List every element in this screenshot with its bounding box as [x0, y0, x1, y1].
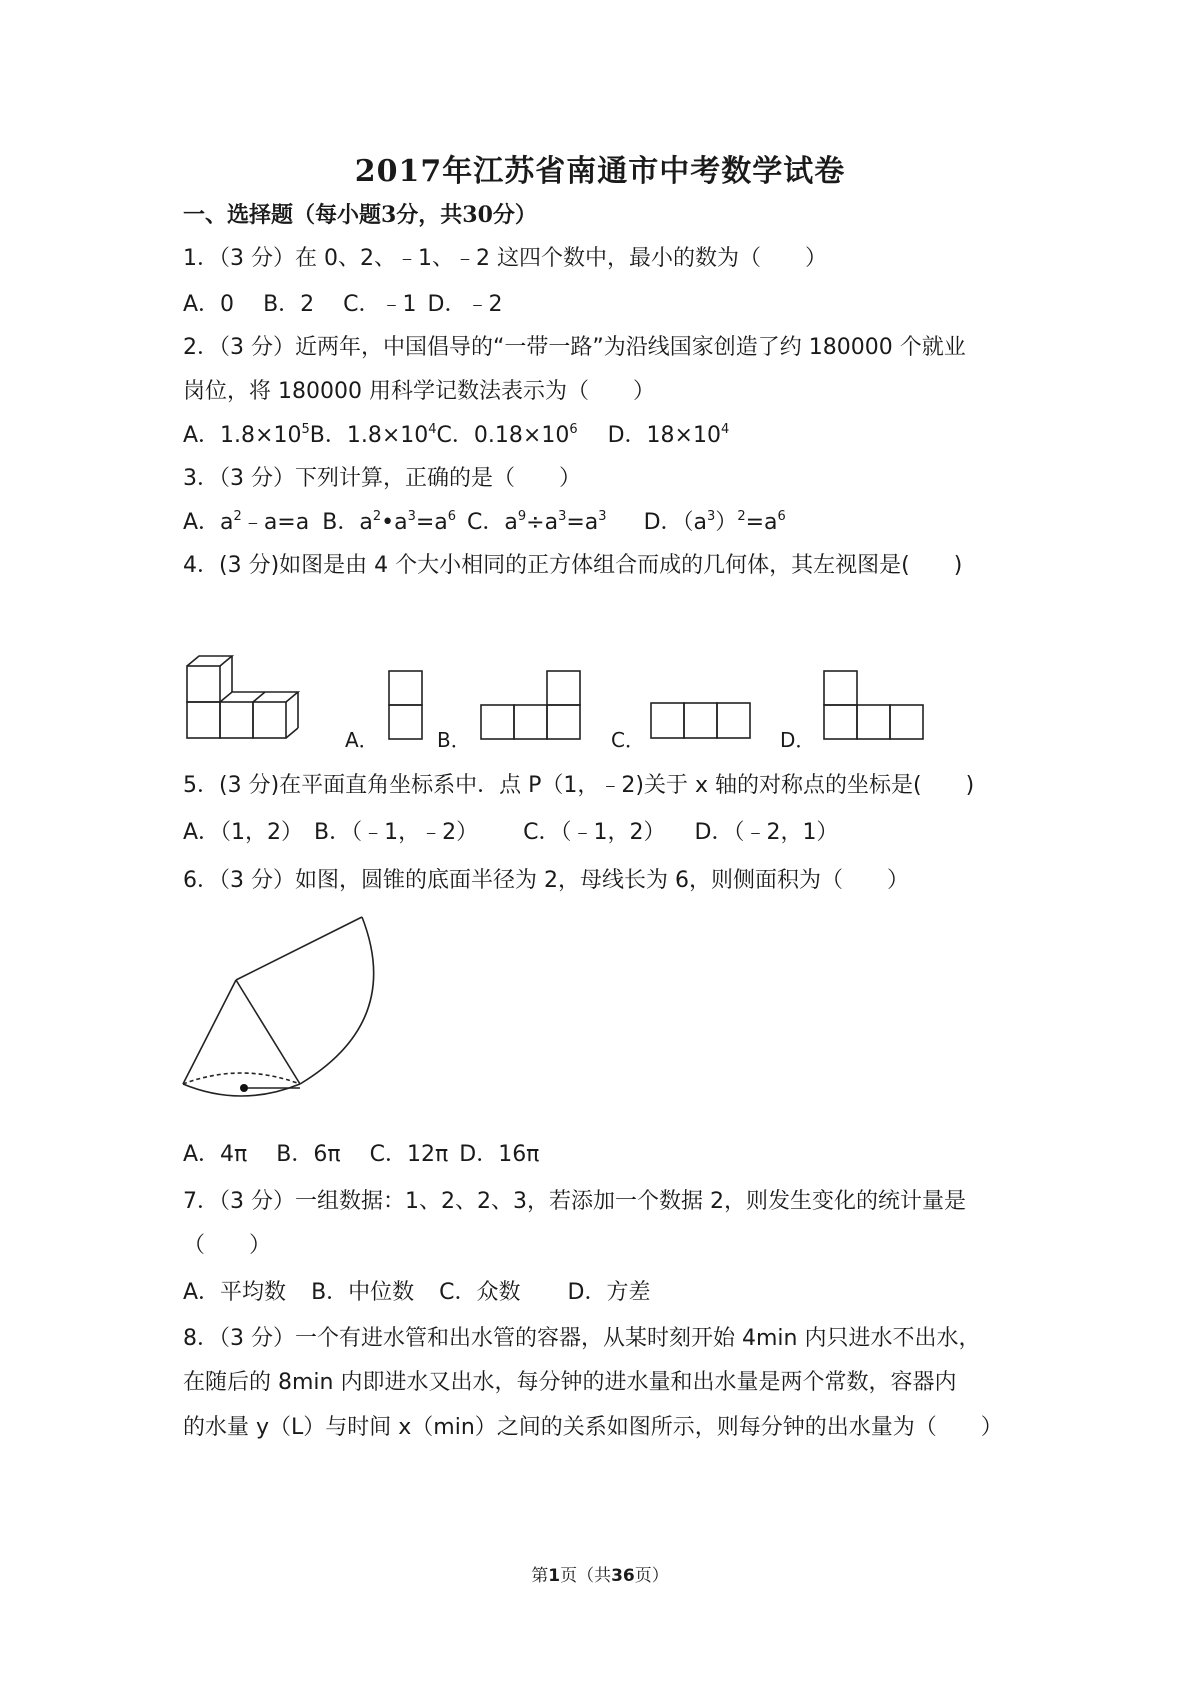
- option-b: B．6π: [276, 1142, 341, 1167]
- question-8-line3: 的水量 y（L）与时间 x（min）之间的关系如图所示，则每分钟的出水量为（ ）: [183, 1415, 1003, 1440]
- center-dot-icon: [240, 1084, 248, 1092]
- option-a: A．0: [183, 292, 235, 317]
- question-5-options: [183, 818, 838, 848]
- option-d: D．﹣2: [427, 292, 503, 317]
- figure-label-d: D．: [780, 728, 816, 752]
- option-c: C．12π: [369, 1142, 449, 1167]
- option-c: C．﹣1: [343, 292, 417, 317]
- cone-figure: [178, 912, 398, 1112]
- question-1-stem: 1．（3 分）在 0、2、﹣1、﹣2 这四个数中，最小的数为（ ）: [183, 246, 827, 271]
- option-d: D．16π: [459, 1142, 540, 1167]
- option-c: C．$a^9\div a^3=a^3$: [467, 509, 607, 535]
- question-3-options: [183, 508, 786, 538]
- section-heading: 一、选择题（每小题3分，共30分）: [183, 202, 537, 228]
- option-b-figure: [479, 669, 585, 741]
- question-6-stem: 6．（3 分）如图，圆锥的底面半径为 2，母线长为 6，则侧面积为（ ）: [183, 868, 909, 893]
- question-8-line2: 在随后的 8min 内即进水又出水，每分钟的进水量和出水量是两个常数，容器内: [183, 1370, 957, 1395]
- option-a: A．平均数: [183, 1280, 287, 1305]
- option-a: A．（1，2）: [183, 820, 304, 845]
- total-pages: 36: [611, 1566, 635, 1586]
- figure-label-b: B．: [437, 728, 471, 752]
- option-b: B．2: [263, 292, 315, 317]
- cube-solid-figure: [185, 655, 310, 740]
- option-c: C．众数: [439, 1280, 521, 1305]
- page-footer: 第1页（共36页）: [531, 1566, 669, 1586]
- option-a: A．4π: [183, 1142, 248, 1167]
- question-4-stem: 4．(3 分)如图是由 4 个大小相同的正方体组合而成的几何体，其左视图是( ): [183, 553, 963, 578]
- question-5-stem: 5．(3 分)在平面直角坐标系中．点 P（1，﹣2)关于 x 轴的对称点的坐标是( ): [183, 773, 975, 798]
- question-2-options: [183, 421, 729, 451]
- question-1-options: [183, 290, 502, 320]
- option-b: B．中位数: [311, 1280, 415, 1305]
- question-7-options: [183, 1278, 650, 1308]
- question-3-stem: 3．（3 分）下列计算，正确的是（ ）: [183, 466, 581, 491]
- option-a: A．$1.8\times 10^5$: [183, 422, 310, 448]
- question-8-line1: 8．（3 分）一个有进水管和出水管的容器，从某时刻开始 4min 内只进水不出水，: [183, 1326, 981, 1351]
- question-2-stem-line2: 岗位，将 180000 用科学记数法表示为（ ）: [183, 379, 655, 404]
- figure-label-c: C．: [611, 728, 645, 752]
- option-b: B．$1.8\times 10^4$: [309, 422, 437, 448]
- option-b: B．（﹣1，﹣2）: [314, 820, 479, 845]
- option-c: C．$0.18\times 10^6$: [436, 422, 578, 448]
- option-d: D．方差: [567, 1280, 651, 1305]
- page-title: 2017年江苏省南通市中考数学试卷: [354, 154, 846, 189]
- question-7-stem-line1: 7．（3 分）一组数据：1、2、2、3，若添加一个数据 2，则发生变化的统计量是: [183, 1189, 966, 1214]
- page-number: 1: [548, 1566, 561, 1586]
- question-7-stem-line2: （ ）: [183, 1233, 272, 1258]
- option-a: A．$a^2﹣a=a$: [183, 509, 310, 535]
- figure-label-a: A．: [345, 728, 379, 752]
- option-b: B．$a^2•a^3=a^6$: [322, 509, 457, 535]
- option-c-figure: [649, 701, 755, 741]
- option-d: D．$(a^3)^2=a^6$: [643, 509, 786, 535]
- question-6-options: [183, 1140, 539, 1170]
- option-d-figure: [822, 669, 928, 741]
- option-a-figure: [387, 669, 425, 741]
- option-d: D．（﹣2，1）: [694, 820, 839, 845]
- option-d: D．$18\times 10^4$: [607, 422, 730, 448]
- question-2-stem-line1: 2．（3 分）近两年，中国倡导的“一带一路”为沿线国家创造了约 180000 个就业: [183, 335, 966, 360]
- option-c: C．（﹣1，2）: [523, 820, 666, 845]
